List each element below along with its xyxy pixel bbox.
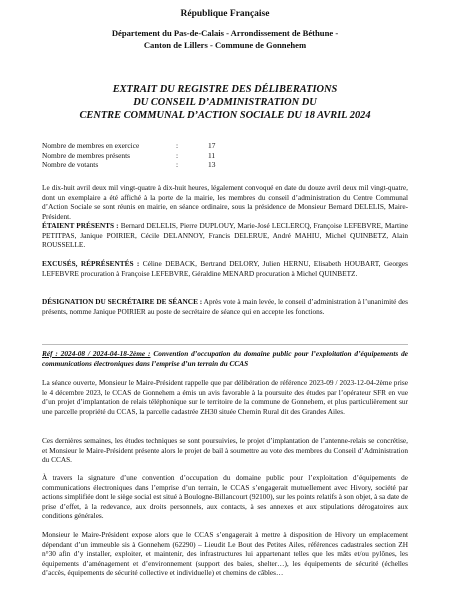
count-row — [42, 151, 228, 161]
count-separator: : — [176, 141, 179, 150]
count-label: Nombre de votants — [42, 160, 99, 170]
body-paragraph: À travers la signature d’une convention d’occupation du domaine public pour l’exploitation d’équipements de communications électroniques dans l’emprise d’un terrain, le CCAS s’engagerait mutuellement avec Hivory, société par actions simplifiée dont le siège social est situé à Boulogne-Billancourt (92100), sur les points relatifs à son objet, à sa date de prise d’effet, à la redevance, aux droits personnels, aux contacts, à ses annexes et aux stipulations dérogatoires aux conditions générales. — [42, 473, 408, 521]
count-value: 17 — [208, 141, 216, 150]
secretaire-paragraph — [42, 297, 408, 316]
count-separator: : — [176, 150, 179, 160]
title-line-2: DU CONSEIL D’ADMINISTRATION DU — [133, 97, 317, 108]
count-row — [42, 141, 228, 151]
intro-paragraph: Le dix-huit avril deux mil vingt-quatre à dix-huit heures, légalement convoqué en date du douze avril deux mil vingt-quatre, dont un exemplaire a été affiché à la porte de la mairie, les membres du conseil d’administration du Centre Communal d’Action Sociale se sont réunis en mairie, en séance ordinaire, sous la présidence de Monsieur Bernard DELELIS, Maire-Président. — [42, 183, 408, 221]
excuses-text: Céline DEBACK, Bertrand DELORY, Julien HERNU, Elisabeth HOUBART, Georges LEFEBVRE procuration à Françoise LEFEBVRE, Géraldine MENARD procuration à Michel QUINBETZ. — [42, 259, 408, 278]
member-counts — [42, 141, 228, 170]
count-value: 11 — [208, 150, 216, 160]
secretaire-label: DÉSIGNATION DU SECRÉTAIRE DE SÉANCE : — [42, 297, 203, 306]
document-title — [30, 83, 420, 122]
deliberation-reference — [42, 349, 408, 368]
section-divider — [42, 344, 408, 345]
departement-heading — [40, 27, 410, 51]
body-paragraph: Monsieur le Maire-Président expose alors que le CCAS s’engagerait à mettre à disposition de Hivory un emplacement dépendant d’un immeuble sis à Gonnehem (62290) – Lieudit Le Bout des Petites Ailes, références cadastrales section ZH n°30 afin d’y installer, exploiter, et maintenir, des infrastructures lui appartenant telles que les mâts et/ou pylônes, les équipements d’aménagement et d’environnement (support des baies, shelter…), les équipements de sécurité (échelles d’accès, équipements de sécurité collective et individuelle) et chemins de câbles… — [42, 530, 408, 578]
count-value: 13 — [208, 160, 216, 170]
excuses-paragraph — [42, 259, 408, 278]
count-separator: : — [176, 160, 179, 170]
republique-heading: République Française — [180, 9, 270, 19]
reference-number: Réf : 2024-08 / 2024-04-18-2ème : — [42, 349, 151, 358]
title-line-3: CENTRE COMMUNAL D’ACTION SOCIALE DU 18 AVRIL 2024 — [79, 110, 371, 121]
body-paragraph: La séance ouverte, Monsieur le Maire-Président rappelle que par délibération de référence 2023-09 / 2023-12-04-2ème prise le 4 décembre 2023, le CCAS de Gonnehem a émis un avis favorable à la poursuite des études par l’opérateur SFR en vue d’un projet d’implantation de relais téléphonique sur le territoire de la commune de Gonnehem, et plus particulièrement sur une parcelle propriété du CCAS, la parcelle cadastrée ZH30 située Chemin Rural dit des Grandes Ailes. — [42, 378, 408, 416]
presents-label: ÉTAIENT PRÉSENTS : — [42, 221, 119, 230]
departement-line-2: Canton de Lillers - Commune de Gonnehem — [143, 40, 307, 50]
count-label: Nombre de membres présents — [42, 150, 131, 160]
excuses-label: EXCUSÉS, RÉPRÉSENTÉS : — [42, 259, 140, 268]
count-row — [42, 160, 228, 170]
secretaire-text: Après vote à main levée, le conseil d’administration à l’unanimité des présents, nomme Janique POIRIER au poste de secrétaire de séance qui en accepte les fonctions. — [42, 297, 409, 316]
count-label: Nombre de membres en exercice — [42, 141, 140, 150]
title-line-1: EXTRAIT DU REGISTRE DES DÉLIBERATIONS — [112, 84, 338, 95]
presents-paragraph — [42, 221, 408, 250]
presents-text: Bernard DELELIS, Pierre DUPLOUY, Marie-José LECLERCQ, Françoise LEFEBVRE, Martine PETITPAS, Janique POIRIER, Cécile DELANNOY, Francis DELERUE, André MAHIU, Michel QUINBETZ, Alain ROUSSELLE. — [42, 221, 409, 250]
reference-title: Convention d’occupation du domaine public pour l’exploitation d’équipements de communications électroniques dans l’emprise d’un terrain du CCAS — [42, 349, 408, 368]
departement-line-1: Département du Pas-de-Calais - Arrondissement de Béthune - — [111, 28, 339, 38]
body-paragraph: Ces dernières semaines, les études techniques se sont poursuivies, le projet d’implantation de l’antenne-relais se concrétise, et Monsieur le Maire-Président présente alors le projet de bail à soumettre au vote des membres du Conseil d’Administration du CCAS. — [42, 436, 408, 465]
